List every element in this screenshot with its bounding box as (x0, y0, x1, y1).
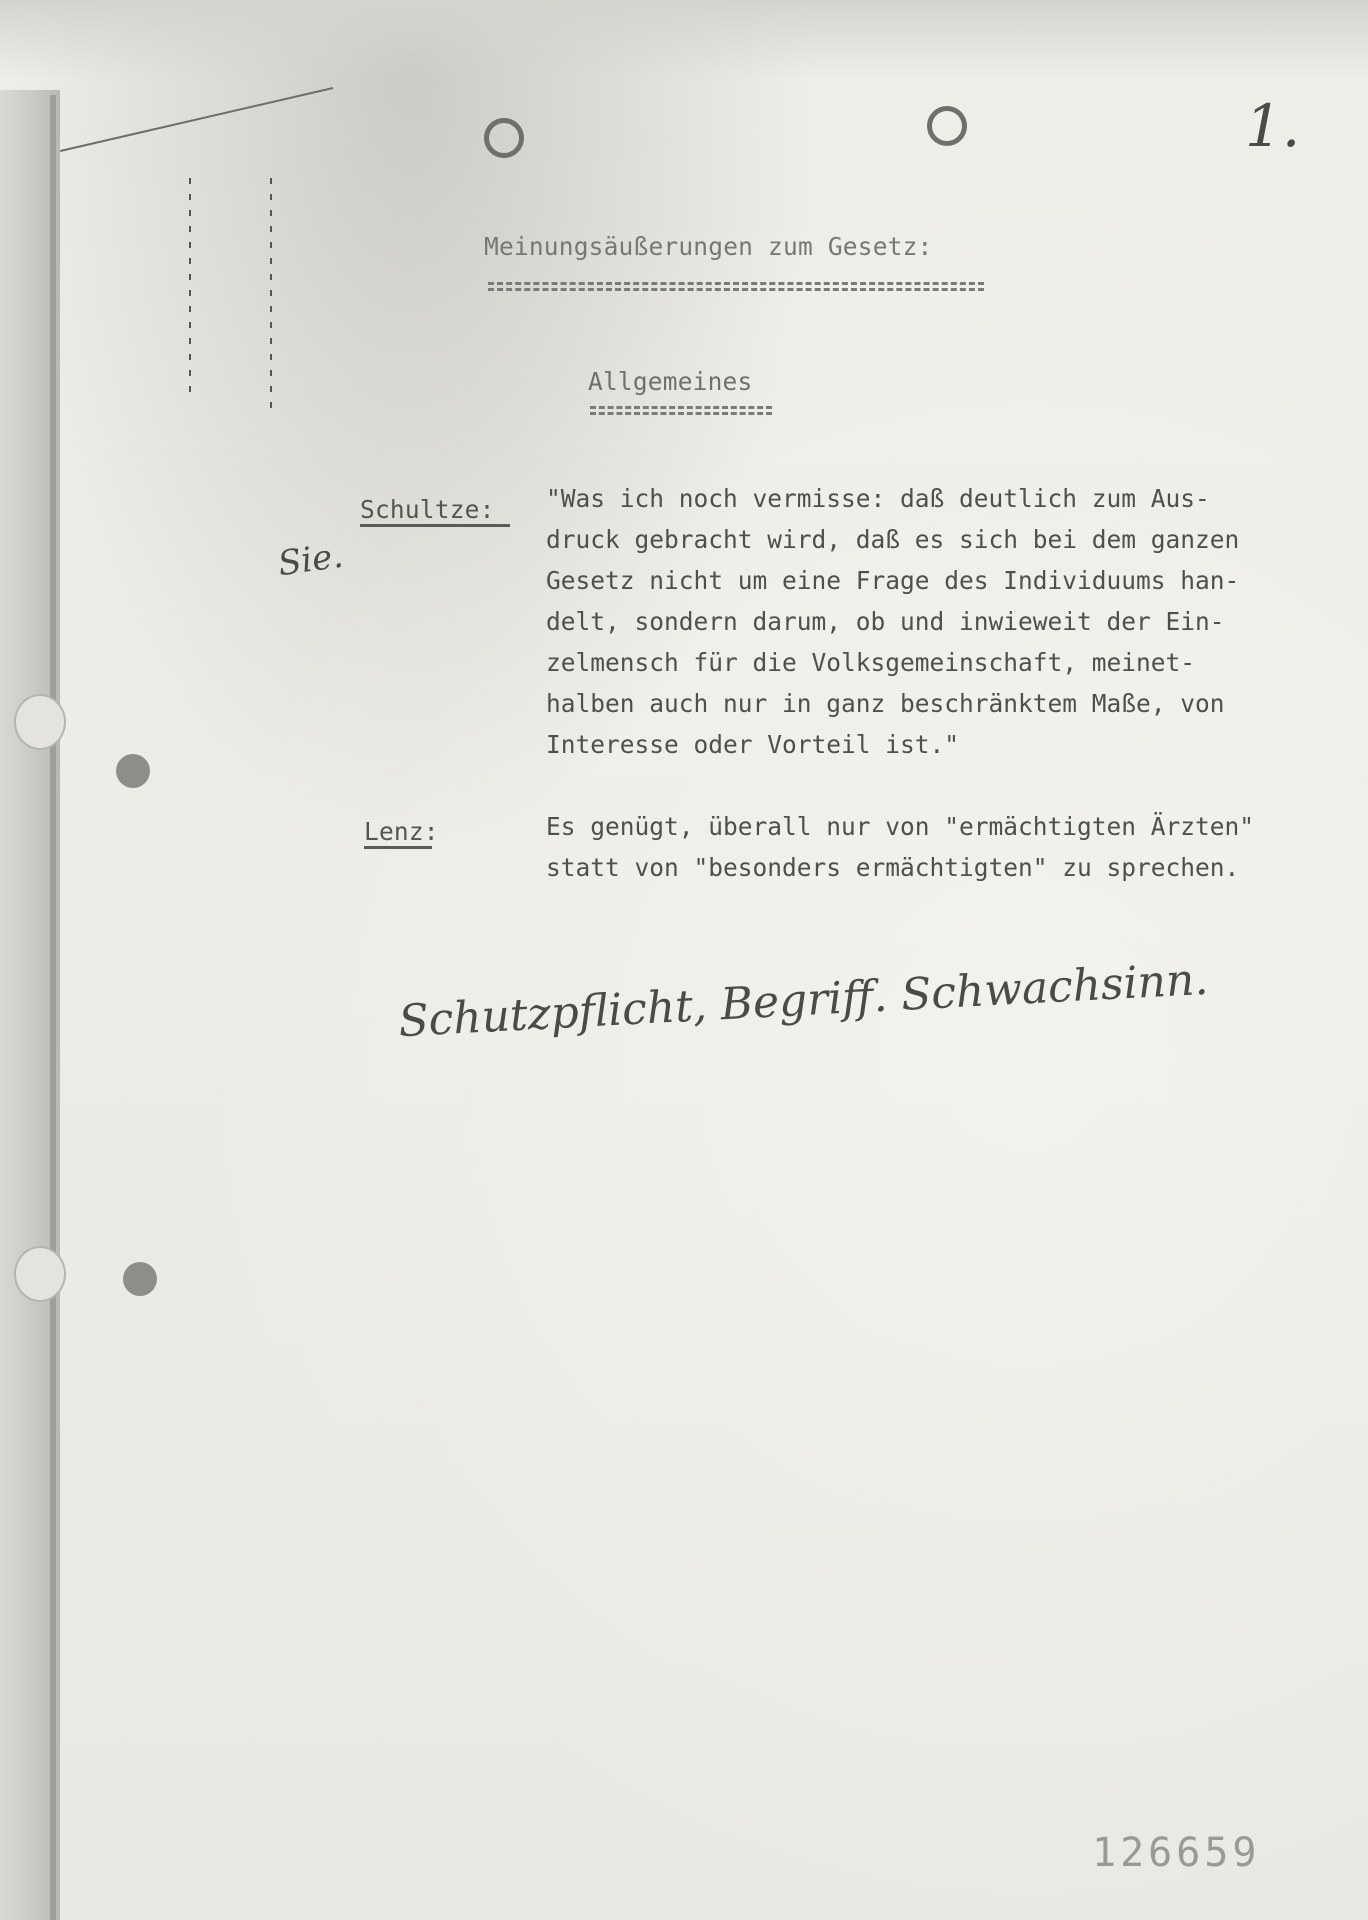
corner-fold-line (60, 87, 333, 152)
punch-hole-bottom (123, 1262, 157, 1296)
section-heading-underline (590, 406, 772, 415)
margin-initials: Sie. (275, 535, 346, 585)
section-heading: Allgemeines (588, 367, 753, 396)
statement-line: druck gebracht wird, daß es sich bei dem ganzen (546, 525, 1240, 554)
perforation-line-left (189, 178, 191, 398)
punch-notch-bottom (14, 1246, 66, 1302)
statement-schultze (546, 478, 1239, 765)
document-title: Meinungsäußerungen zum Gesetz: (484, 232, 933, 261)
handwritten-note: Schutzpflicht, Begriff. Schwachsinn. (397, 953, 1210, 1048)
statement-line: Es genügt, überall nur von "ermächtigten Ärzten" (546, 812, 1255, 841)
speaker-label-schultze: Schultze: (360, 495, 495, 524)
statement-line: zelmensch für die Volksgemeinschaft, meinet- (546, 648, 1196, 677)
statement-lenz (546, 806, 1254, 888)
binding-edge-line (50, 95, 56, 1920)
scan-shadow (0, 0, 1368, 80)
statement-line: Gesetz nicht um eine Frage des Individuums han- (546, 566, 1240, 595)
punch-hole-top (116, 754, 150, 788)
punch-notch-top (14, 694, 66, 750)
statement-line: statt von "besonders ermächtigten" zu sprechen. (546, 853, 1240, 882)
punch-hole-ring-left (484, 118, 524, 158)
page-number: 1. (1245, 92, 1301, 160)
statement-line: "Was ich noch vermisse: daß deutlich zum Aus- (546, 484, 1210, 513)
statement-line: Interesse oder Vorteil ist." (546, 730, 960, 759)
archive-stamp-number: 126659 (1092, 1830, 1261, 1876)
punch-hole-ring-right (927, 106, 967, 146)
statement-line: halben auch nur in ganz beschränktem Maße, von (546, 689, 1225, 718)
speaker-underline-schultze (360, 524, 510, 527)
statement-line: delt, sondern darum, ob und inwieweit der Ein- (546, 607, 1225, 636)
title-underline (488, 282, 984, 291)
speaker-underline-lenz (364, 846, 432, 849)
perforation-line-right (270, 178, 272, 408)
speaker-label-lenz: Lenz: (364, 817, 439, 846)
